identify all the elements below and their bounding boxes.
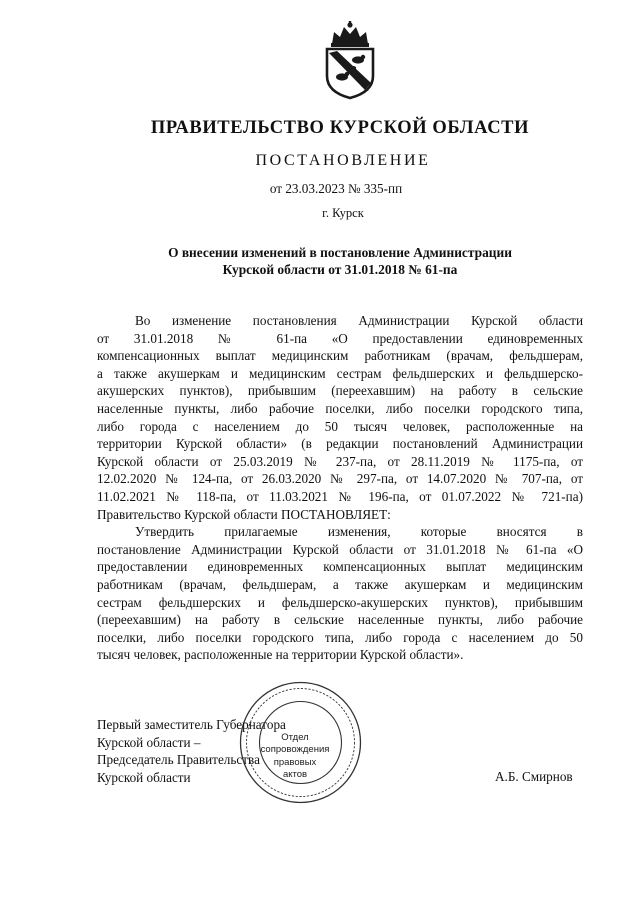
- body-line: акушерских пунктов), прибывшим (переехавшим) на работу в сельские: [97, 383, 583, 399]
- date-and-number: от 23.03.2023 № 335-пп: [269, 181, 403, 196]
- body-line: 12.02.2020 № 124-па, от 26.03.2020 № 297-па, от 14.07.2020 № 707-па, от: [97, 471, 583, 487]
- body-line: Утвердить прилагаемые изменения, которые вносятся в: [135, 524, 583, 540]
- document-subject: [0, 244, 640, 278]
- signatory-title: [97, 716, 286, 786]
- body-line: тысяч человек, расположенные на территории Курской области».: [97, 647, 464, 663]
- signatory-line: Курской области –: [97, 734, 201, 750]
- body-line: постановление Администрации Курской области от 31.01.2018 № 61-па «О: [97, 541, 583, 557]
- body-line: (переехавшим) на работу в сельские населенные пункты, либо рабочие: [97, 612, 583, 628]
- subject-line: О внесении изменений в постановление Администрации: [168, 245, 512, 260]
- body-line: сестрам фельдшерских и фельдшерско-акушерских пунктов), прибывшим: [97, 594, 583, 610]
- stamp-line: правовых: [273, 756, 317, 768]
- body-line: от 31.01.2018 № 61-па «О предоставлении единовременных: [97, 330, 583, 346]
- signatory-line: Председатель Правительства: [97, 752, 260, 768]
- body-line: поселки, либо поселки городского типа, либо города с населением до 50: [97, 629, 583, 645]
- government-title: ПРАВИТЕЛЬСТВО КУРСКОЙ ОБЛАСТИ: [150, 118, 530, 138]
- body-line: компенсационных выплат медицинским работникам (врачам, фельдшерам,: [97, 348, 583, 364]
- body-line: Правительство Курской области ПОСТАНОВЛЯЕТ:: [97, 506, 391, 522]
- body-line: предоставлении единовременных компенсационных выплат медицинским: [97, 559, 583, 575]
- stamp-line: сопровождения: [260, 744, 330, 756]
- document-type: ПОСТАНОВЛЕНИЕ: [255, 152, 431, 169]
- stamp-line: Отдел: [281, 732, 309, 743]
- signer-name: А.Б. Смирнов: [495, 769, 573, 784]
- body-line: Во изменение постановления Администрации Курской области: [135, 313, 583, 328]
- document-body: [97, 312, 583, 664]
- body-line: а также акушеркам и медицинским сестрам фельдшерских и фельдшерско-: [97, 365, 583, 381]
- signatory-line: Первый заместитель Губернатора: [97, 717, 286, 732]
- subject-line: Курской области от 31.01.2018 № 61-па: [222, 262, 458, 277]
- body-line: либо города с населением до 50 тысяч человек, расположенные на: [97, 418, 583, 434]
- signatory-line: Курской области: [97, 769, 191, 785]
- body-line: работникам (врачам, фельдшерам, а также акушеркам и медицинским: [97, 576, 583, 592]
- body-line: территории Курской области» (в редакции постановлений Администрации: [97, 436, 583, 452]
- body-line: 11.02.2021 № 118-па, от 11.03.2021 № 196-па, от 01.07.2022 № 721-па): [97, 488, 583, 504]
- body-line: Курской области от 25.03.2019 № 237-па, от 28.11.2019 № 1175-па, от: [97, 453, 583, 469]
- stamp-line: актов: [282, 769, 308, 781]
- kursk-coat-of-arms-icon: [323, 20, 377, 100]
- body-line: населенные пункты, либо рабочие поселки, либо поселки городского типа,: [97, 400, 583, 416]
- city: г. Курск: [322, 206, 364, 220]
